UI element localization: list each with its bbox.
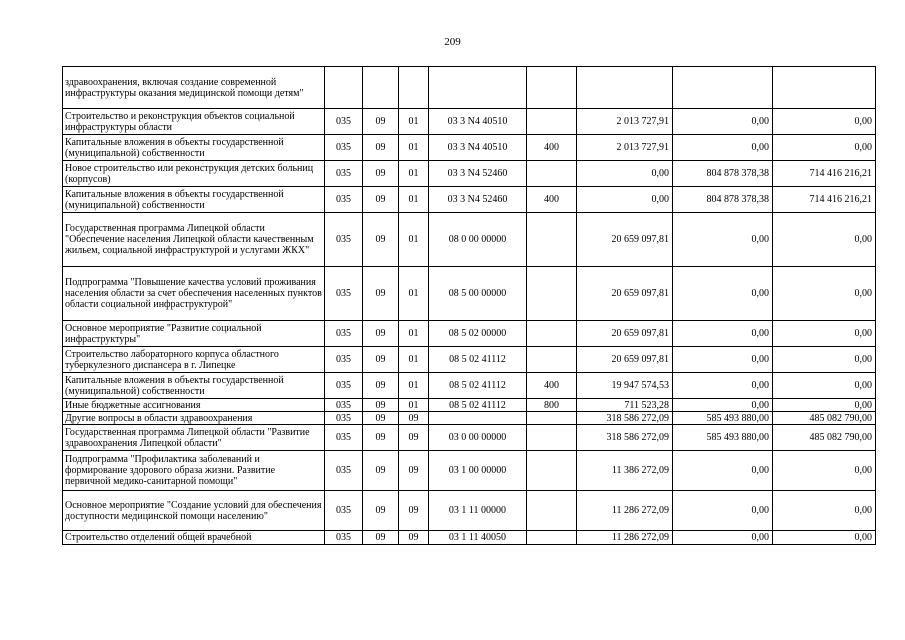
row-sum-year3: 485 082 790,00 [773,425,876,451]
row-sum-year3: 0,00 [773,213,876,267]
row-name: Новое строительство или реконструкция детских больниц (корпусов) [63,161,325,187]
row-sum-year3: 0,00 [773,321,876,347]
row-section-code: 09 [363,213,399,267]
row-expense-type [527,67,577,109]
row-ved-code: 035 [325,135,363,161]
row-name: Капитальные вложения в объекты государственной (муниципальной) собственности [63,373,325,399]
row-expense-type [527,425,577,451]
row-sum-year3: 0,00 [773,373,876,399]
row-target-article: 03 0 00 00000 [429,425,527,451]
row-sum-year2: 0,00 [673,451,773,491]
row-target-article: 03 1 11 40050 [429,531,527,545]
row-target-article: 03 3 N4 52460 [429,161,527,187]
row-section-code: 09 [363,187,399,213]
row-ved-code: 035 [325,491,363,531]
row-sum-year1: 19 947 574,53 [577,373,673,399]
table-row [63,531,876,545]
row-target-article: 08 5 02 41112 [429,399,527,412]
table-row [63,109,876,135]
row-sum-year1 [577,67,673,109]
row-target-article: 08 5 00 00000 [429,267,527,321]
row-sum-year2: 0,00 [673,373,773,399]
table-row [63,161,876,187]
row-expense-type: 400 [527,187,577,213]
row-sum-year2 [673,67,773,109]
row-subsection-code: 01 [399,187,429,213]
row-sum-year3: 714 416 216,21 [773,161,876,187]
table-row [63,267,876,321]
table-row [63,412,876,425]
row-sum-year1: 2 013 727,91 [577,135,673,161]
row-section-code: 09 [363,425,399,451]
row-sum-year2: 585 493 880,00 [673,412,773,425]
budget-table [62,66,876,545]
row-sum-year3: 714 416 216,21 [773,187,876,213]
row-expense-type [527,267,577,321]
row-sum-year1: 20 659 097,81 [577,213,673,267]
row-sum-year1: 318 586 272,09 [577,425,673,451]
row-expense-type [527,451,577,491]
row-section-code: 09 [363,531,399,545]
row-ved-code: 035 [325,412,363,425]
row-section-code: 09 [363,135,399,161]
row-section-code: 09 [363,412,399,425]
row-sum-year2: 585 493 880,00 [673,425,773,451]
row-sum-year3: 0,00 [773,531,876,545]
row-sum-year3: 0,00 [773,451,876,491]
row-name: Подпрограмма "Профилактика заболеваний и формирование здорового образа жизни. Развитие первичной медико-санитарной помощи" [63,451,325,491]
row-subsection-code: 01 [399,373,429,399]
row-target-article: 03 1 11 00000 [429,491,527,531]
row-subsection-code: 09 [399,531,429,545]
row-subsection-code: 01 [399,109,429,135]
row-sum-year1: 11 286 272,09 [577,531,673,545]
row-sum-year3: 485 082 790,00 [773,412,876,425]
row-subsection-code: 01 [399,267,429,321]
row-subsection-code: 09 [399,412,429,425]
row-sum-year1: 11 386 272,09 [577,451,673,491]
row-section-code: 09 [363,451,399,491]
row-sum-year2: 0,00 [673,109,773,135]
row-expense-type [527,109,577,135]
row-section-code: 09 [363,321,399,347]
table-row [63,399,876,412]
row-target-article: 03 3 N4 40510 [429,135,527,161]
row-section-code: 09 [363,373,399,399]
row-ved-code: 035 [325,109,363,135]
row-expense-type [527,491,577,531]
row-name: Строительство отделений общей врачебной [63,531,325,545]
row-sum-year2: 0,00 [673,399,773,412]
row-name: Основное мероприятие "Развитие социальной инфраструктуры" [63,321,325,347]
row-subsection-code: 09 [399,425,429,451]
row-target-article: 03 1 00 00000 [429,451,527,491]
row-section-code: 09 [363,491,399,531]
row-ved-code: 035 [325,213,363,267]
row-sum-year2: 804 878 378,38 [673,187,773,213]
row-target-article: 08 5 02 41112 [429,347,527,373]
row-target-article: 08 5 02 00000 [429,321,527,347]
table-row [63,213,876,267]
row-name: Иные бюджетные ассигнования [63,399,325,412]
row-name: Строительство лабораторного корпуса областного туберкулезного диспансера в г. Липецке [63,347,325,373]
row-subsection-code: 01 [399,161,429,187]
row-name: Другие вопросы в области здравоохранения [63,412,325,425]
row-sum-year3: 0,00 [773,491,876,531]
row-sum-year3: 0,00 [773,109,876,135]
row-sum-year2: 0,00 [673,135,773,161]
row-expense-type [527,213,577,267]
row-ved-code: 035 [325,425,363,451]
row-sum-year1: 11 286 272,09 [577,491,673,531]
table-row [63,373,876,399]
row-expense-type [527,161,577,187]
row-ved-code: 035 [325,399,363,412]
row-sum-year3: 0,00 [773,347,876,373]
row-name: Основное мероприятие "Создание условий для обеспечения доступности медицинской помощи населению" [63,491,325,531]
table-row [63,187,876,213]
row-target-article: 08 5 02 41112 [429,373,527,399]
table-row [63,347,876,373]
row-target-article [429,67,527,109]
row-expense-type [527,412,577,425]
row-sum-year1: 20 659 097,81 [577,347,673,373]
table-row [63,321,876,347]
row-name: Государственная программа Липецкой области "Развитие здравоохранения Липецкой области" [63,425,325,451]
row-sum-year1: 318 586 272,09 [577,412,673,425]
row-name: Строительство и реконструкция объектов социальной инфраструктуры области [63,109,325,135]
row-ved-code: 035 [325,161,363,187]
row-sum-year3: 0,00 [773,399,876,412]
row-subsection-code: 01 [399,347,429,373]
row-expense-type: 400 [527,373,577,399]
row-expense-type: 800 [527,399,577,412]
row-sum-year2: 804 878 378,38 [673,161,773,187]
row-target-article: 03 3 N4 40510 [429,109,527,135]
table-row [63,491,876,531]
row-ved-code: 035 [325,347,363,373]
row-sum-year2: 0,00 [673,531,773,545]
row-ved-code: 035 [325,321,363,347]
row-sum-year2: 0,00 [673,267,773,321]
row-subsection-code: 01 [399,399,429,412]
row-name: Подпрограмма "Повышение качества условий проживания населения области за счет обеспечения населенных пунктов области социальной инфраструктурой" [63,267,325,321]
row-section-code: 09 [363,399,399,412]
page-number: 209 [444,36,461,48]
row-expense-type: 400 [527,135,577,161]
row-ved-code: 035 [325,451,363,491]
row-expense-type [527,531,577,545]
row-section-code [363,67,399,109]
row-sum-year1: 0,00 [577,187,673,213]
row-subsection-code: 01 [399,321,429,347]
row-subsection-code: 09 [399,451,429,491]
table-row [63,451,876,491]
row-name: здравоохранения, включая создание современной инфраструктуры оказания медицинской помощи детям" [63,67,325,109]
row-name: Государственная программа Липецкой области "Обеспечение населения Липецкой области качественным жильем, социальной инфраструктурой и услугами ЖКХ" [63,213,325,267]
row-ved-code: 035 [325,531,363,545]
row-sum-year2: 0,00 [673,491,773,531]
row-sum-year3: 0,00 [773,135,876,161]
row-sum-year1: 0,00 [577,161,673,187]
row-name: Капитальные вложения в объекты государственной (муниципальной) собственности [63,135,325,161]
table-row [63,135,876,161]
row-sum-year1: 20 659 097,81 [577,267,673,321]
row-sum-year2: 0,00 [673,321,773,347]
row-ved-code: 035 [325,187,363,213]
row-target-article [429,412,527,425]
row-subsection-code: 01 [399,213,429,267]
row-name: Капитальные вложения в объекты государственной (муниципальной) собственности [63,187,325,213]
row-section-code: 09 [363,109,399,135]
row-subsection-code [399,67,429,109]
row-section-code: 09 [363,161,399,187]
row-sum-year3: 0,00 [773,267,876,321]
row-sum-year1: 711 523,28 [577,399,673,412]
row-section-code: 09 [363,347,399,373]
row-sum-year2: 0,00 [673,347,773,373]
row-expense-type [527,347,577,373]
row-sum-year2: 0,00 [673,213,773,267]
row-target-article: 08 0 00 00000 [429,213,527,267]
row-expense-type [527,321,577,347]
row-section-code: 09 [363,267,399,321]
row-sum-year3 [773,67,876,109]
row-sum-year1: 20 659 097,81 [577,321,673,347]
row-subsection-code: 09 [399,491,429,531]
row-ved-code: 035 [325,373,363,399]
row-ved-code: 035 [325,267,363,321]
row-sum-year1: 2 013 727,91 [577,109,673,135]
row-ved-code [325,67,363,109]
table-row [63,425,876,451]
row-target-article: 03 3 N4 52460 [429,187,527,213]
table-row [63,67,876,109]
row-subsection-code: 01 [399,135,429,161]
